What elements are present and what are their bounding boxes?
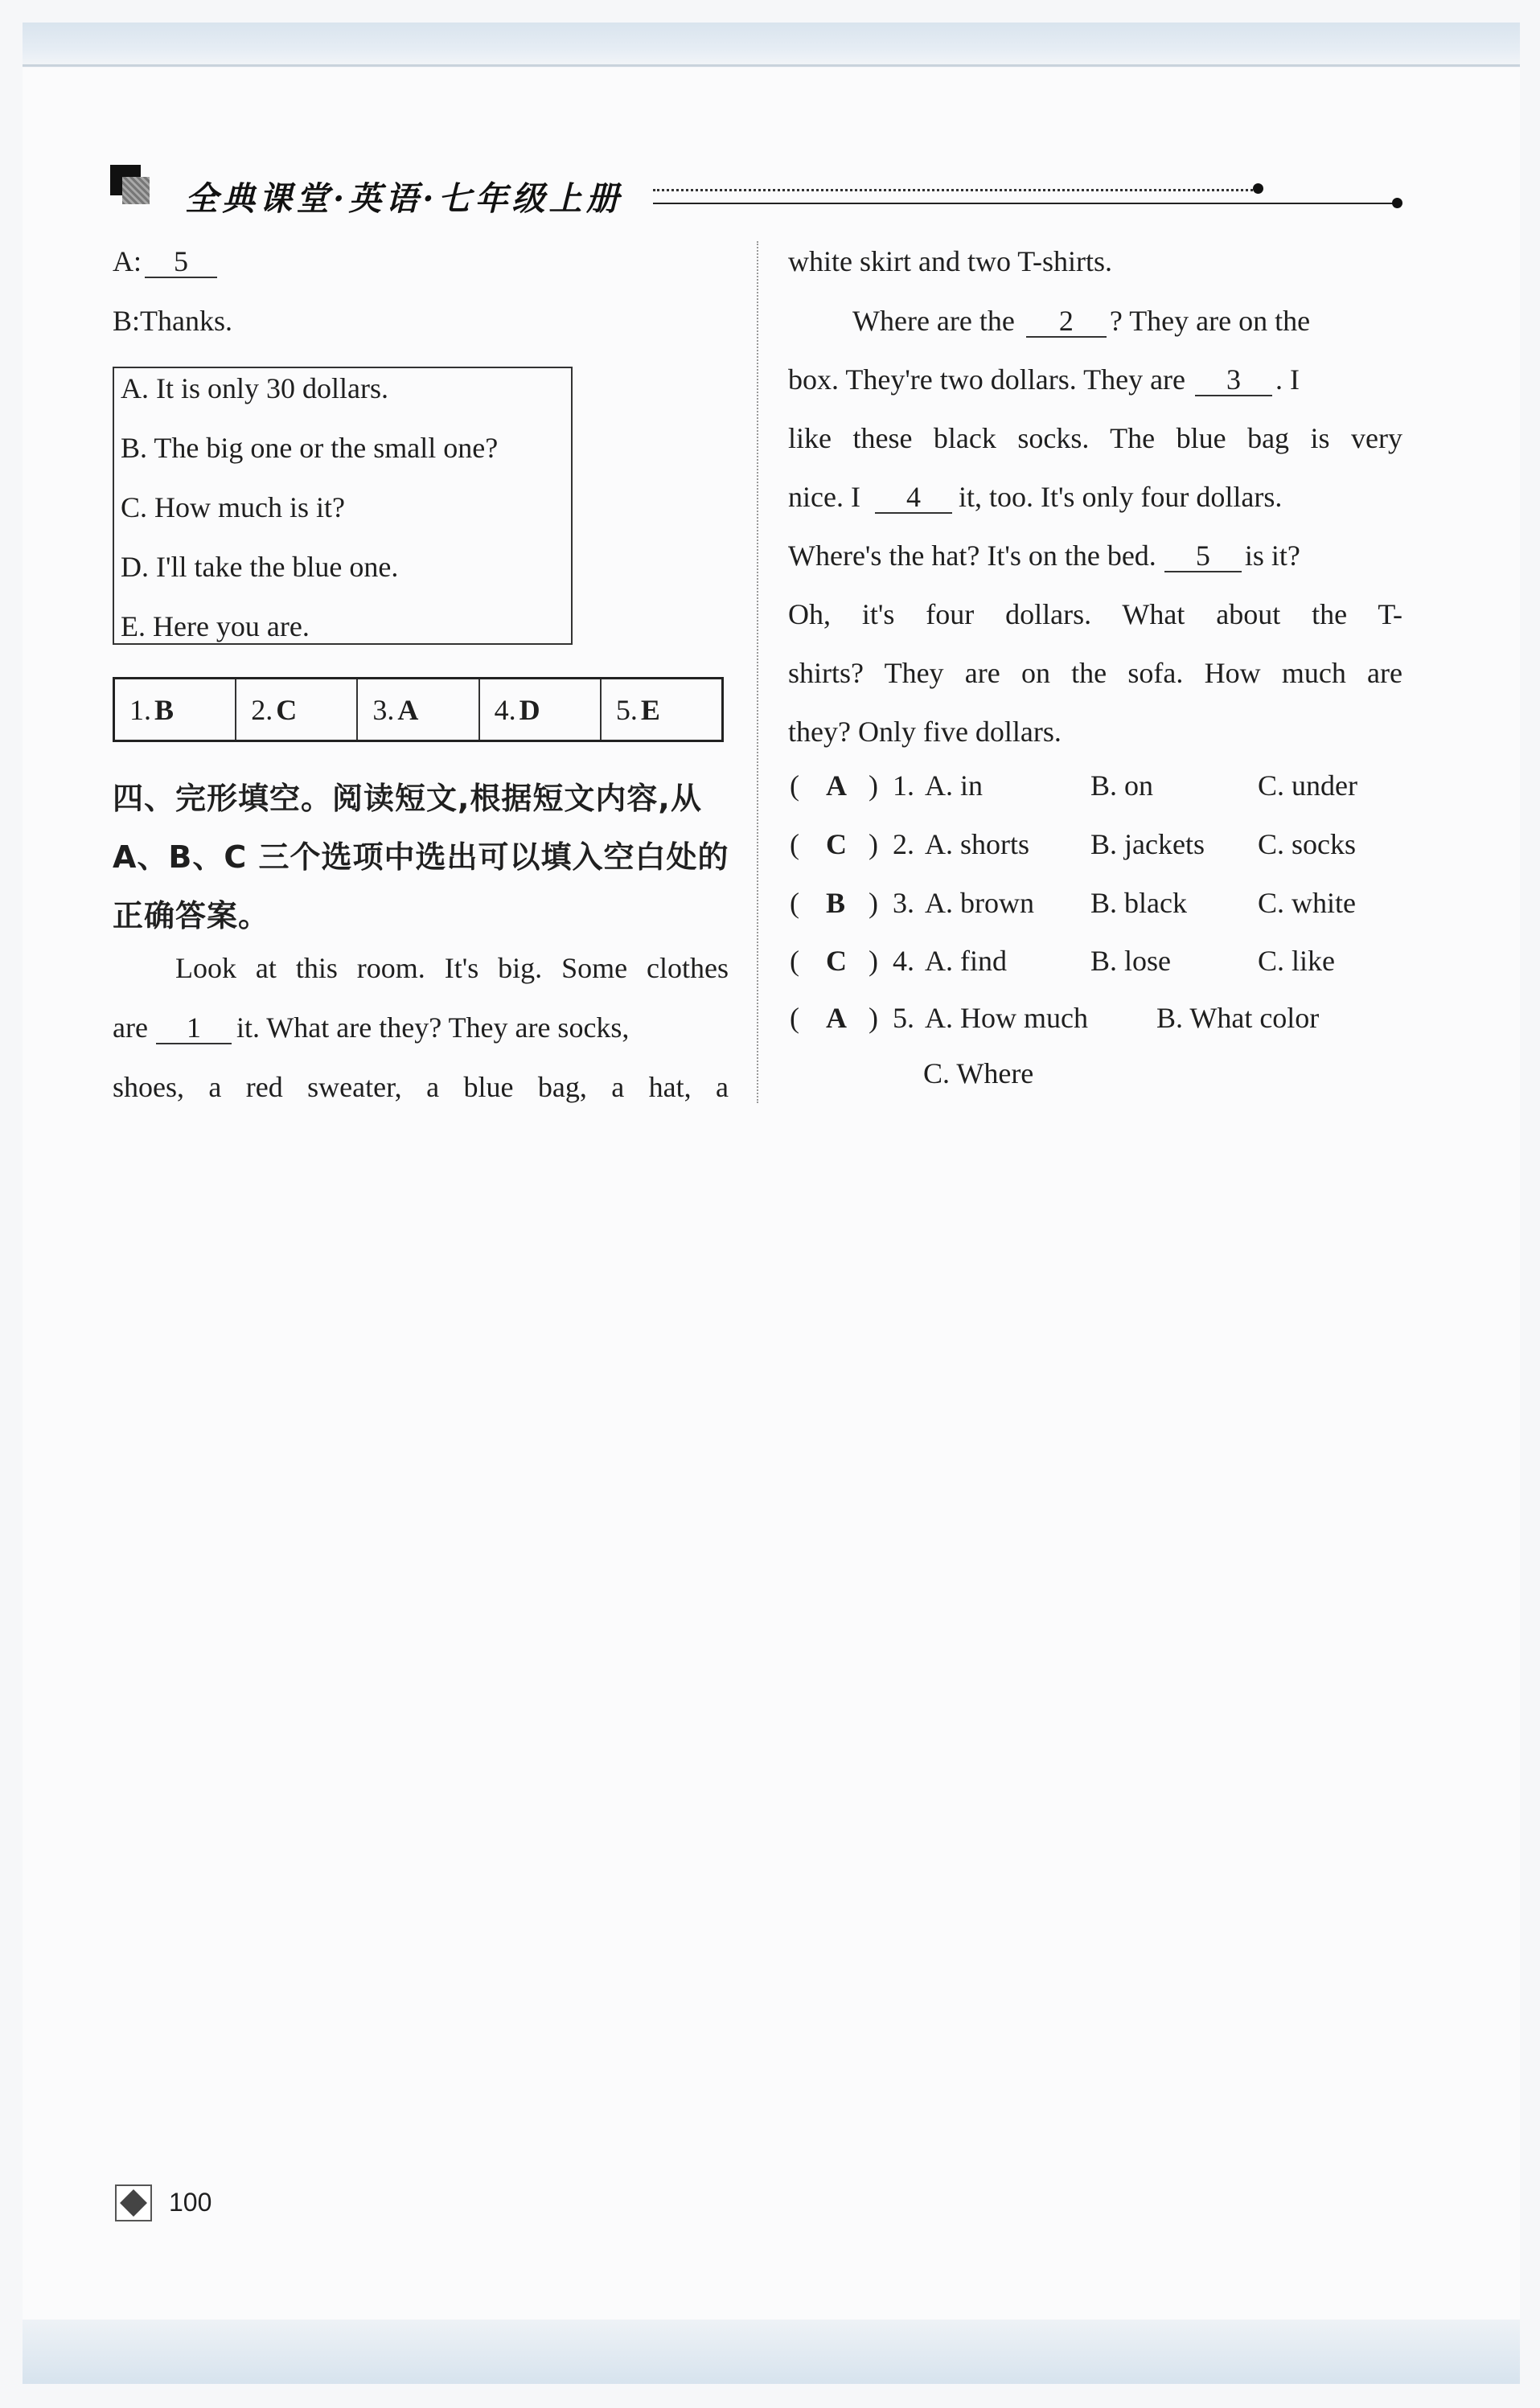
passage-text: ? They are on the xyxy=(1109,305,1311,337)
choice-b: B. lose xyxy=(1090,945,1172,977)
question-row-continued xyxy=(923,1056,1033,1090)
passage-line-r7: Oh, it's four dollars. What about the T- xyxy=(788,598,1402,630)
answer-letter: C xyxy=(276,693,298,726)
question-answer: A xyxy=(826,1002,847,1034)
answer-letter: D xyxy=(519,693,540,726)
passage-line-r1: white skirt and two T-shirts. xyxy=(788,245,1112,277)
answer-num: 1. xyxy=(129,693,151,726)
answer-cell xyxy=(236,679,358,740)
dialogue-a-blank: 5 xyxy=(145,246,217,278)
page-number: 100 xyxy=(169,2188,212,2217)
answer-cell xyxy=(358,679,479,740)
passage-blank-3: 3 xyxy=(1195,364,1272,396)
option-e: E. Here you are. xyxy=(121,610,310,642)
scan-bottom-band xyxy=(23,2320,1520,2384)
passage-text: box. They're two dollars. They are xyxy=(788,363,1186,396)
answer-num: 5. xyxy=(615,693,638,726)
passage-line-r3 xyxy=(788,362,1300,397)
choice-b: B. jackets xyxy=(1090,828,1205,860)
question-paren: ) xyxy=(869,769,878,802)
dialogue-a-line xyxy=(113,244,220,279)
choice-a: A. shorts xyxy=(925,828,1030,860)
passage-text: Where's the hat? It's on the bed. xyxy=(788,539,1156,572)
answer-letter: B xyxy=(154,693,175,726)
header-dotted-rule xyxy=(653,189,1258,191)
question-paren: ( xyxy=(790,1002,799,1034)
question-paren: ) xyxy=(869,887,878,919)
passage-line-3: shoes, a red sweater, a blue bag, a hat, a xyxy=(113,1071,729,1103)
answer-num: 3. xyxy=(372,693,395,726)
scan-top-band xyxy=(23,23,1520,68)
column-divider xyxy=(757,241,758,1103)
passage-text: are xyxy=(113,1011,148,1044)
choice-c: C. white xyxy=(1258,887,1356,919)
question-num: 5. xyxy=(893,1002,914,1034)
question-paren: ( xyxy=(790,887,799,919)
passage-line-r6 xyxy=(788,538,1300,573)
passage-blank-2: 2 xyxy=(1026,306,1107,338)
question-paren: ) xyxy=(869,1002,878,1034)
answer-cell xyxy=(115,679,236,740)
passage-text: . I xyxy=(1275,363,1300,396)
choice-a: A. find xyxy=(925,945,1007,977)
question-answer: A xyxy=(826,769,847,802)
question-answer: C xyxy=(826,945,847,977)
passage-line-2 xyxy=(113,1010,629,1045)
choice-c: C. Where xyxy=(923,1057,1034,1089)
section-four-title: 四、完形填空。阅读短文,根据短文内容,从A、B、C 三个选项中选出可以填入空白处的正确答案。 xyxy=(113,781,729,933)
passage-line-r4: like these black socks. The blue bag is very xyxy=(788,422,1402,454)
question-paren: ( xyxy=(790,769,799,802)
option-c: C. How much is it? xyxy=(121,491,345,523)
question-num: 4. xyxy=(893,945,914,977)
passage-line-1: Look at this room. It's big. Some clothes xyxy=(175,952,729,984)
passage-blank-5: 5 xyxy=(1164,540,1242,572)
answer-letter: A xyxy=(397,693,419,726)
answer-num: 2. xyxy=(251,693,273,726)
passage-blank-4: 4 xyxy=(875,482,952,514)
choice-a: A. How much xyxy=(925,1002,1088,1034)
passage-text: it, too. It's only four dollars. xyxy=(958,481,1283,513)
answer-table xyxy=(113,677,724,742)
option-a: A. It is only 30 dollars. xyxy=(121,372,388,404)
logo-gray-square xyxy=(122,177,150,204)
passage-text: is it? xyxy=(1244,539,1300,572)
question-num: 2. xyxy=(893,828,914,860)
passage-text: it. What are they? They are socks, xyxy=(236,1011,630,1044)
answer-num: 4. xyxy=(494,693,516,726)
choice-b: B. What color xyxy=(1156,1002,1320,1034)
question-answer: B xyxy=(826,887,846,919)
dialogue-a-prefix: A: xyxy=(113,245,142,277)
passage-line-r9: they? Only five dollars. xyxy=(788,716,1062,748)
options-box xyxy=(113,367,573,645)
scan-top-edge xyxy=(23,64,1520,67)
choice-b: B. black xyxy=(1090,887,1187,919)
header-title: 全典课堂·英语·七年级上册 xyxy=(185,179,623,218)
question-answer: C xyxy=(826,828,847,860)
question-paren: ) xyxy=(869,945,878,977)
passage-text: Where are the xyxy=(852,305,1015,337)
choice-b: B. on xyxy=(1090,769,1154,802)
answer-letter: E xyxy=(640,693,660,726)
choice-a: A. in xyxy=(925,769,983,802)
question-paren: ) xyxy=(869,828,878,860)
choice-c: C. under xyxy=(1258,769,1357,802)
diamond-shape xyxy=(120,2189,147,2217)
header-rule xyxy=(653,203,1397,204)
choice-a: A. brown xyxy=(925,887,1034,919)
passage-line-r2 xyxy=(852,303,1310,338)
page-diamond-icon xyxy=(115,2184,152,2221)
header-dot xyxy=(1253,183,1263,194)
answer-cell xyxy=(480,679,602,740)
answer-cell xyxy=(602,679,721,740)
header-dot-end xyxy=(1392,198,1402,208)
passage-line-r5 xyxy=(788,479,1282,515)
passage-blank-1: 1 xyxy=(156,1012,232,1044)
choice-c: C. like xyxy=(1258,945,1335,977)
passage-line-r8: shirts? They are on the sofa. How much are xyxy=(788,657,1402,689)
question-paren: ( xyxy=(790,828,799,860)
option-d: D. I'll take the blue one. xyxy=(121,551,399,583)
question-num: 1. xyxy=(893,769,914,802)
dialogue-b-line: B:Thanks. xyxy=(113,305,232,337)
choice-c: C. socks xyxy=(1258,828,1357,860)
header-logo-icon xyxy=(110,165,150,205)
question-num: 3. xyxy=(893,887,914,919)
passage-text: nice. I xyxy=(788,481,860,513)
option-b: B. The big one or the small one? xyxy=(121,432,499,464)
question-paren: ( xyxy=(790,945,799,977)
